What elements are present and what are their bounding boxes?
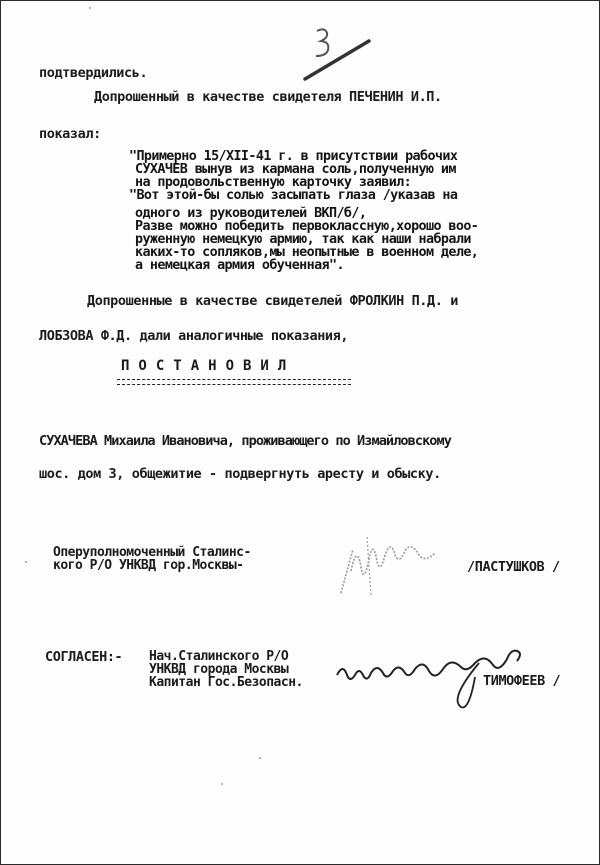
quote-line: руженную немецкую армию, так как наши набрали [135,232,471,247]
quote-line: Разве можно победить первоклассную,хорошо воо- [135,219,479,234]
quote-line: а немецкая армия обученная". [135,258,344,273]
scan-speck [221,783,223,785]
scan-speck [25,561,27,563]
resolution-heading: ПОСТАНОВИЛ [121,358,296,374]
approval-name: ТИМОФЕЕВ / [483,673,561,689]
resolution-line: шос. дом 3, общежитие - подвергнуть аресту и обыску. [39,466,441,482]
quote-line: "Примерно 15/XII-41 г. в присутствии рабочих [129,149,458,164]
quote-line: одного из руководителей ВКП/б/, [135,206,367,221]
approval-line: Нач.Сталинского Р/О [149,649,289,664]
quote-line: "Вот этой-бы солью засыпать глаза /указав на [129,188,458,203]
text-line: показал: [39,126,101,142]
resolution-line: СУХАЧЕВА Михаила Ивановича, проживающего по Измайловскому [39,433,451,449]
handwritten-page-number [291,23,381,83]
heading-underline [117,379,351,385]
scan-speck [259,757,261,759]
officer-name: /ПАСТУШКОВ / [467,559,560,575]
officer-signature [331,531,461,601]
text-line: подтвердились. [39,65,148,81]
text-line: Допрошенный в качестве свидетеля ПЕЧЕНИН И.П. [94,89,442,105]
quote-line: на продовольственную карточку заявил: [135,175,412,190]
approval-label: СОГЛАСЕН:- [45,649,123,665]
quote-line: каких-то сопляков,мы неопытные в военном деле, [135,245,479,260]
officer-title: Оперуполномоченный Сталинс- [53,545,251,560]
scan-speck [89,7,91,9]
officer-title: кого Р/О УНКВД гор.Москвы- [53,558,244,573]
approval-line: УНКВД города Москвы [149,662,289,677]
witnesses-line: Допрошенные в качестве свидетелей ФРОЛКИН П.Д. и [87,293,458,309]
witnesses-line: ЛОБЗОВА Ф.Д. дали аналогичные показания, [39,328,349,344]
approval-line: Капитан Гос.Безопасн. [149,675,303,690]
quote-line: СУХАЧЕВ вынув из кармана соль,полученную им [135,162,456,177]
